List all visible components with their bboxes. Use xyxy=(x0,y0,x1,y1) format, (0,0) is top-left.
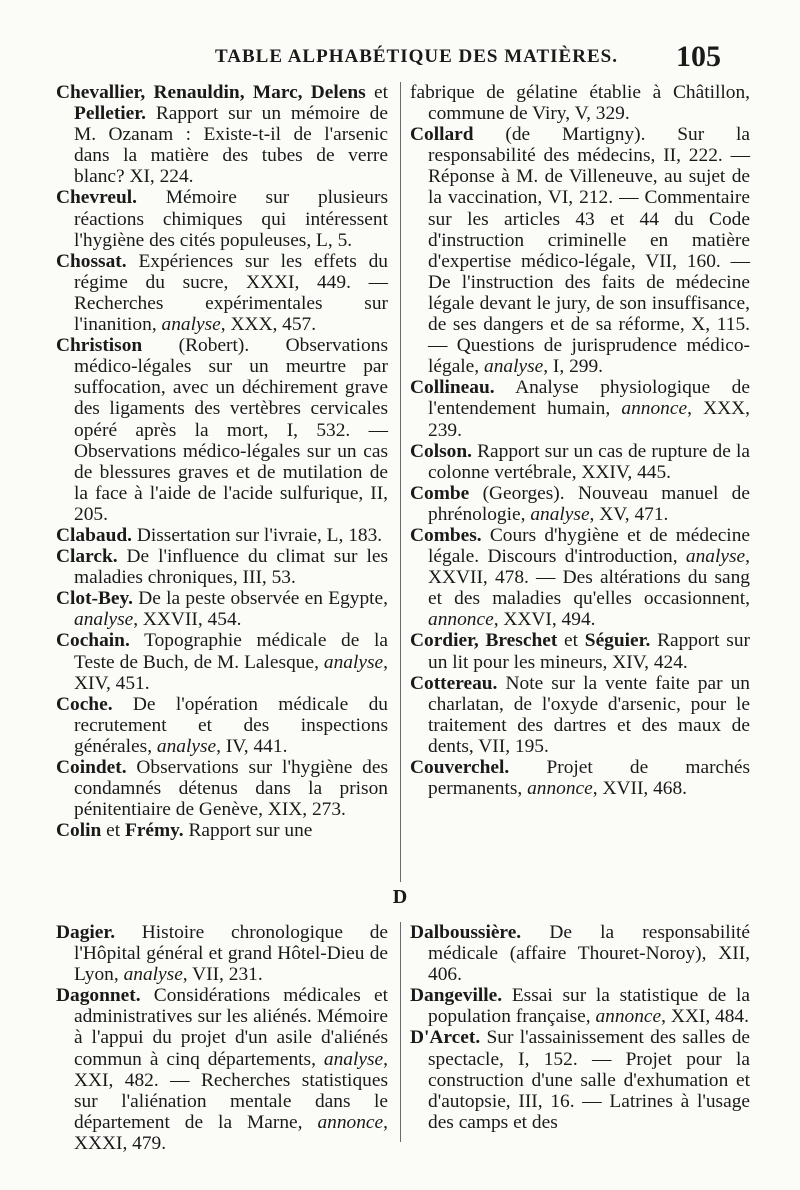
section-letter: D xyxy=(392,886,408,908)
entry-qualifier: analyse xyxy=(323,1048,384,1070)
entry-qualifier: annonce xyxy=(527,778,593,800)
index-entry xyxy=(410,985,750,1027)
entry-text: , XV, 471. xyxy=(589,503,669,525)
entry-text: , XXXI, 479. xyxy=(74,1111,388,1154)
entry-heading: Collard xyxy=(410,124,474,146)
entry-heading: Chossat. xyxy=(56,250,127,272)
entry-connector: et xyxy=(557,630,585,652)
index-entry xyxy=(410,673,750,757)
index-entry xyxy=(410,1027,750,1132)
entry-heading: Clarck. xyxy=(56,546,118,568)
entry-qualifier: analyse xyxy=(530,503,590,525)
entry-qualifier: annonce xyxy=(428,609,494,631)
entry-text: Essai sur la statistique de la population française, xyxy=(428,985,750,1028)
index-entry xyxy=(410,630,750,672)
entry-text: Expériences sur les effets du régime du sucre, XXXI, 449. — Recherches expérimentales sur l'inanition, xyxy=(74,250,388,336)
entry-text: , XVII, 468. xyxy=(592,778,688,800)
entry-heading: Collineau. xyxy=(410,377,495,399)
entry-heading: Pelletier. xyxy=(74,103,146,125)
entry-text: Rapport sur un mémoire de M. Ozanam : Existe-t-il de l'arsenic dans la matière des tubes de verre blanc? XI, 224. xyxy=(74,103,388,188)
entry-text: Rapport sur une xyxy=(183,820,313,842)
entry-text: , XXI, 482. — Recherches statistiques sur l'aliénation mentale dans le département de la Marne, xyxy=(74,1048,388,1133)
index-entry xyxy=(410,377,750,440)
entry-heading: Chevreul. xyxy=(56,187,137,209)
bottom-right-column xyxy=(410,922,750,1133)
entry-heading: Cordier, Breschet xyxy=(410,630,558,652)
entry-text: (Robert). Observations médico-légales sur un meurtre par suffocation, avec un déchirement grave des ligaments des vertèbres cervicales opéré après la mort, I, 532. — Observations médico-légales sur un cas de blessures graves et de mutilation de la face à l'aide de l'acide sulfurique, II, 205. xyxy=(74,335,388,525)
entry-text: Topographie médicale de la Teste de Buch, de M. Lalesque, xyxy=(74,630,388,673)
column-rule-bottom xyxy=(400,922,401,1142)
entry-heading: Chevallier, Renauldin, Marc, Delens xyxy=(56,82,366,103)
running-head xyxy=(0,40,800,80)
entry-text: , XIV, 451. xyxy=(74,651,388,694)
index-entry xyxy=(56,251,388,335)
entry-heading: Colson. xyxy=(410,440,472,462)
index-entry xyxy=(410,525,750,630)
index-entry xyxy=(56,922,388,985)
entry-text: De la responsabilité médicale (affaire Thouret-Noroy), XII, 406. xyxy=(428,922,750,986)
entry-heading: Combe xyxy=(410,482,470,504)
index-entry xyxy=(56,820,388,841)
index-entry xyxy=(410,441,750,483)
entry-text: , XXI, 484. xyxy=(661,1006,749,1028)
entry-heading: Dagonnet. xyxy=(56,985,141,1007)
entry-qualifier: analyse xyxy=(156,735,217,757)
left-column xyxy=(56,82,388,841)
entry-text: Analyse physiologique de l'entendement humain, xyxy=(428,377,750,420)
entry-text: Rapport sur un lit pour les mineurs, XIV, 424. xyxy=(428,630,750,673)
entry-text: Mémoire sur plusieurs réactions chimiques qui intéressent l'hygiène des cités populeuses, L, 5. xyxy=(74,187,388,251)
entry-heading: Combes. xyxy=(410,524,482,546)
entry-text: De la peste observée en Egypte, xyxy=(133,588,388,610)
entry-text: Cours d'hygiène et de médecine légale. Discours d'introduction, xyxy=(428,524,750,568)
entry-text: Sur l'assainissement des salles de spectacle, I, 152. — Projet pour la construction d'une salle d'exhumation et d'autopsie, III, 16. — Latrines à l'usage des camps et des xyxy=(428,1027,750,1133)
entry-text: De l'opération médicale du recrutement et des inspections générales, xyxy=(74,693,388,757)
entry-text: Histoire chronologique de l'Hôpital général et grand Hôtel-Dieu de Lyon, xyxy=(74,922,388,986)
index-entry xyxy=(410,82,750,124)
index-entry xyxy=(56,335,388,525)
entry-connector: et xyxy=(365,82,388,103)
entry-text: Observations sur l'hygiène des condamnés détenus dans la prison pénitentiaire de Genève, XIX, 273. xyxy=(74,757,388,821)
entry-heading: Couverchel. xyxy=(410,757,510,778)
entry-heading: Frémy. xyxy=(124,820,184,842)
entry-text: Rapport sur un cas de rupture de la colonne vertébrale, XXIV, 445. xyxy=(428,440,750,483)
entry-text: , XXX, 457. xyxy=(220,314,317,336)
entry-text: , VII, 231. xyxy=(182,964,263,986)
entry-text: (Georges). Nouveau manuel de phrénologie, xyxy=(428,482,750,525)
entry-qualifier: analyse xyxy=(74,609,134,631)
bottom-left-column xyxy=(56,922,388,1154)
column-rule xyxy=(400,82,401,882)
index-entry xyxy=(410,922,750,985)
entry-text: Dissertation sur l'ivraie, L, 183. xyxy=(131,524,383,546)
entry-qualifier: analyse xyxy=(484,356,544,378)
entry-heading: Coindet. xyxy=(56,757,127,778)
right-column xyxy=(410,82,750,799)
entry-text: , XXX, 239. xyxy=(428,398,750,441)
page-number: 105 xyxy=(676,40,721,73)
entry-qualifier: annonce xyxy=(595,1006,662,1028)
entry-text: , I, 299. xyxy=(543,356,604,378)
entry-heading: Clabaud. xyxy=(56,524,132,546)
entry-qualifier: analyse xyxy=(123,964,183,986)
index-entry xyxy=(410,483,750,525)
entry-text: De l'influence du climat sur les maladies chroniques, III, 53. xyxy=(74,546,388,589)
entry-heading: Cottereau. xyxy=(410,672,498,694)
index-entry xyxy=(56,187,388,250)
index-entry xyxy=(410,757,750,799)
entry-text: , IV, 441. xyxy=(216,735,288,757)
entry-text: , XXVII, 454. xyxy=(133,609,242,631)
entry-text: (de Martigny). Sur la responsabilité des médecins, II, 222. — Réponse à M. de Villeneuve, au sujet de la vaccination, VI, 212. — Commentaire sur les articles 43 et 44 du Code d'instruction criminelle en matière d'expertise médico-légale, VII, 160. — De l'instruction des faits de médecine légale devant le jury, de son insuffisance, de ses dangers et de sa réforme, X, 115. — Questions de jurisprudence médico-légale, xyxy=(428,124,750,378)
index-entry xyxy=(56,525,388,546)
index-entry xyxy=(56,694,388,757)
index-entry xyxy=(410,124,750,377)
entry-heading: Clot-Bey. xyxy=(56,588,134,610)
entry-qualifier: analyse xyxy=(323,651,384,673)
entry-heading: Dagier. xyxy=(56,922,116,943)
entry-heading: Coche. xyxy=(56,693,113,715)
entry-text: Considérations médicales et administratives sur les aliénés. Mémoire à l'appui du projet d'un asile d'aliénés commun à cinq départements, xyxy=(74,985,388,1070)
entry-heading: Dangeville. xyxy=(410,985,503,1007)
entry-qualifier: annonce xyxy=(317,1111,384,1133)
entry-qualifier: annonce xyxy=(621,398,688,420)
entry-text: fabrique de gélatine établie à Châtillon, commune de Viry, V, 329. xyxy=(410,82,750,125)
entry-heading: Christison xyxy=(56,335,143,357)
entry-connector: et xyxy=(101,820,125,842)
entry-heading: Séguier. xyxy=(584,630,651,652)
entry-text: Projet de marchés permanents, xyxy=(428,757,750,800)
running-title: TABLE ALPHABÉTIQUE DES MATIÈRES. xyxy=(215,46,618,67)
entry-qualifier: analyse xyxy=(161,314,221,336)
entry-text: , XXVI, 494. xyxy=(493,609,596,631)
entry-heading: D'Arcet. xyxy=(410,1027,481,1049)
index-entry xyxy=(56,82,388,187)
index-entry xyxy=(56,757,388,820)
entry-text: , XXVII, 478. — Des altérations du sang et des maladies qu'elles occasionnent, xyxy=(428,546,750,610)
index-entry xyxy=(56,985,388,1154)
entry-heading: Cochain. xyxy=(56,630,130,652)
entry-qualifier: analyse xyxy=(685,546,746,568)
index-entry xyxy=(56,588,388,630)
entry-heading: Colin xyxy=(56,820,102,842)
index-entry xyxy=(56,546,388,588)
index-entry xyxy=(56,630,388,693)
entry-heading: Dalboussière. xyxy=(410,922,522,943)
entry-text: Note sur la vente faite par un charlatan, de l'oxyde d'arsenic, pour le traitement des dartres et des maux de dents, VII, 195. xyxy=(428,672,750,757)
